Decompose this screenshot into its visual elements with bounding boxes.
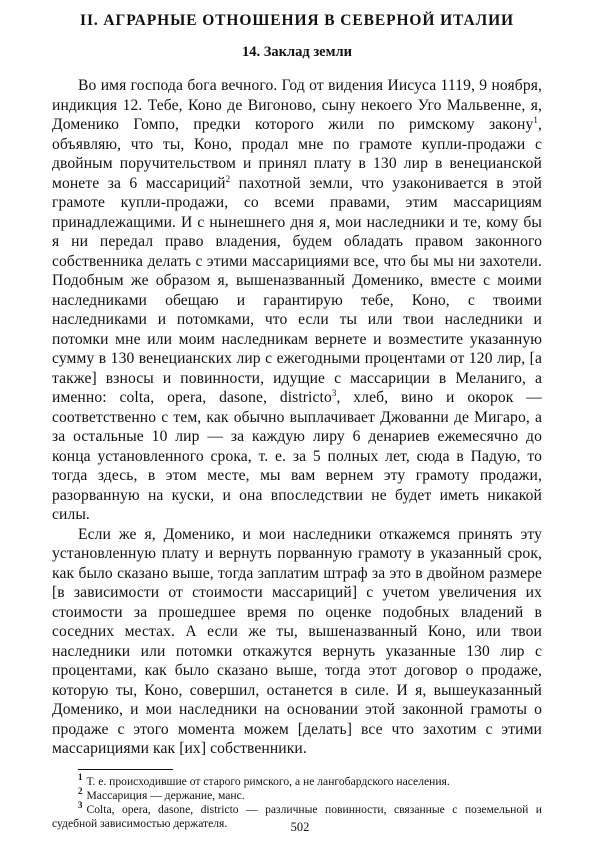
- section-title: 14. Заклад земли: [242, 44, 352, 60]
- body-paragraph-1: [52, 76, 542, 525]
- body-paragraph-2: Если же я, Доменико, и мои наследники откажемся принять эту установленную плату и вернуть порванную грамоту в указанный срок, как было сказано выше, тогда заплатим штраф за это в двойном размере [в зависимости от стоимости массариций] с учетом увеличения их стоимости за прошедшее время по оценке подобных владений в соседних местах. А если же ты, вышеназванный Коно, или твои наследники или потомки откажутся вернуть указанные 130 лир с процентами, как было сказано выше, тогда этот договор о продаже, которую ты, Коно, совершил, останется в силе. И я, вышеуказанный Доменико, и мои наследники на основании этой законной грамоты о продаже с этого момента можем [делать] все что захотим с этими массарициями как [их] собственники.: [52, 525, 542, 757]
- footnote-2: [52, 785, 542, 803]
- footnote-1-number: 1: [78, 771, 83, 782]
- footnote-3-number: 3: [78, 799, 83, 810]
- footnote-2-number: 2: [78, 785, 83, 796]
- footnote-ref-1: 1: [533, 114, 538, 125]
- footnote-1-text: Т. е. происходившие от старого римского, а не лангобардского населения.: [86, 774, 450, 788]
- footnote-ref-3: 3: [331, 387, 337, 398]
- paragraph-1-part-3: пахотной земли, что узаконивается в этой грамоте купли-продажи, со всеми правами, этим массарициям принадлежащими. И с нынешнего дня я, мои наследники и те, кому бы я ни передал право владения, будем обладать правом законного собственника делать с этими массарициями все, что бы мы ни захотели. Подобным же образом я, вышеназванный Доменико, вместе с моими наследниками обещаю и гарантирую тебе, Коно, с твоими наследниками и потомками, что если ты или твои наследники и потомки мне или моим наследникам вернете и возместите указанную сумму в 130 венецианских лир с ежегодными процентами от 120 лир, [а также] взносы и повинности, идущие с массариции в Меланиго, а именно: colta, opera, dasone, districto: [52, 174, 542, 406]
- paragraph-1-part-1: Во имя господа бога вечного. Год от видения Иисуса 1119, 9 ноября, индикция 12. Тебе, Коно де Вигоново, сыну некоего Уго Мальвенне, я, Доменико Гомпо, предки которого жили по римскому закону: [52, 77, 542, 133]
- paragraph-1-part-4: , хлеб, вино и окорок — соответственно с тем, как обычно выплачивает Джованни де Мигаро, а за остальные 10 лир — за каждую лиру 6 денариев ежемесячно до конца установленного срока, т. е. за 5 полных лет, сюда в Падую, то тогда здесь, в этом месте, мы вам вернем эту грамоту продажи, разорванную на куски, и она впоследствии не будет иметь никакой силы.: [52, 389, 543, 523]
- page-number: 502: [290, 820, 310, 834]
- footnote-1: [52, 771, 542, 789]
- footnote-2-text: Массариция — держание, манс.: [86, 788, 245, 802]
- document-body: [52, 76, 542, 759]
- footnote-3-text: Colta, opera, dasone, districto — различные повинности, связанные с поземельной и судебной зависимостью держателя.: [52, 802, 542, 830]
- footnote-ref-2: 2: [225, 173, 231, 184]
- chapter-title: II. АГРАРНЫЕ ОТНОШЕНИЯ В СЕВЕРНОЙ ИТАЛИИ: [80, 12, 514, 29]
- paragraph-1-part-2: , объявляю, что ты, Коно, продал мне по грамоте купли-продажи с двойным поручительством и принял плату в 130 лир в венецианской монете за 6 массариций: [52, 116, 542, 192]
- footnote-divider: [78, 769, 173, 770]
